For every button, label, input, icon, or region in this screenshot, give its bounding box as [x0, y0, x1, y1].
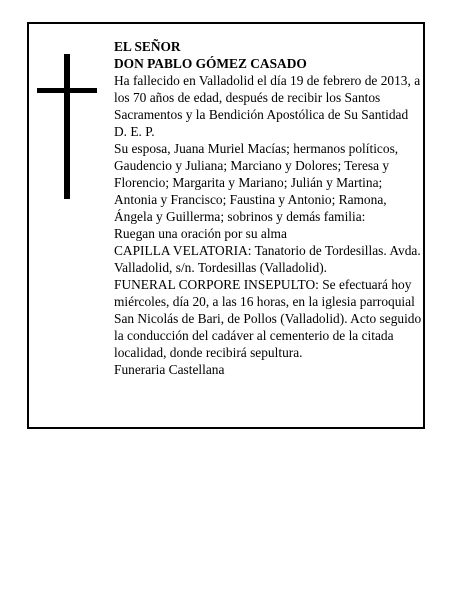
death-announcement: Ha fallecido en Valladolid el día 19 de febrero de 2013, a los 70 años de edad, después de recibir los Santos Sacramentos y la Bendición Apostólica de Su Santidad D. E. P. — [114, 73, 421, 139]
cross-vertical-bar — [64, 54, 70, 199]
obituary-text — [114, 38, 424, 378]
cross-icon — [37, 54, 97, 199]
cross-horizontal-bar — [37, 88, 97, 93]
heading-title: EL SEÑOR — [114, 39, 181, 54]
funeral-home: Funeraria Castellana — [114, 362, 225, 377]
funeral-info: FUNERAL CORPORE INSEPULTO: Se efectuará hoy miércoles, día 20, a las 16 horas, en la iglesia parroquial San Nicolás de Bari, de Pollos (Valladolid). Acto seguido la conducción del cadáver al cementerio de la citada localidad, donde recibirá sepultura. — [114, 277, 422, 360]
prayer-request: Ruegan una oración por su alma — [114, 226, 287, 241]
family-list: Su esposa, Juana Muriel Macías; hermanos políticos, Gaudencio y Juliana; Marciano y Dolores; Teresa y Florencio; Margarita y Mariano; Julián y Martina; Antonia y Francisco; Faustina y Antonio; Ramona, Ángela y Guillerma; sobrinos y demás familia: — [114, 141, 399, 224]
chapel-info: CAPILLA VELATORIA: Tanatorio de Tordesillas. Avda. Valladolid, s/n. Tordesillas (Valladolid). — [114, 243, 421, 275]
deceased-name: DON PABLO GÓMEZ CASADO — [114, 56, 307, 71]
